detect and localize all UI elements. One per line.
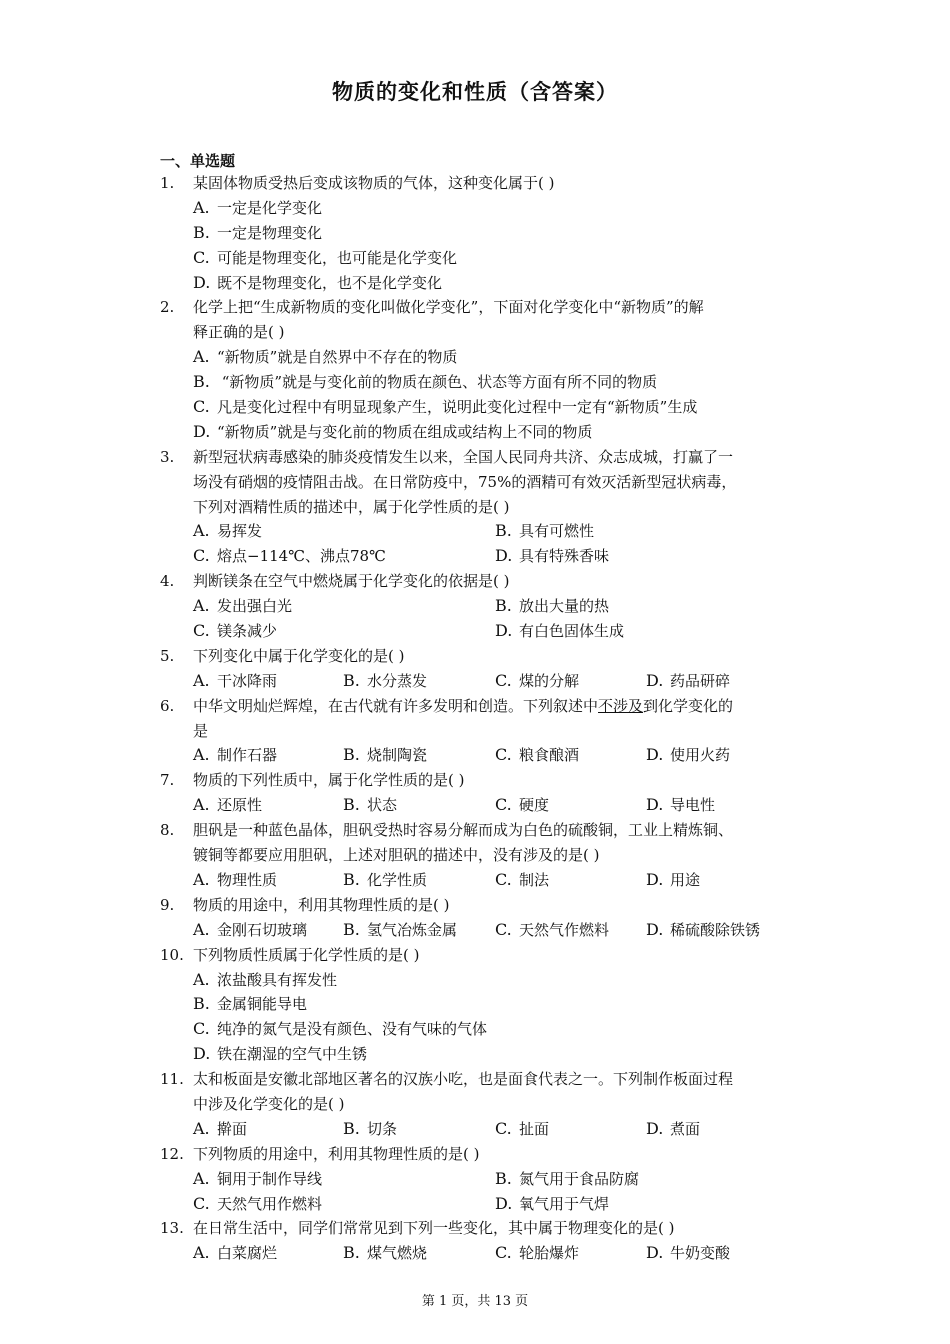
option-b xyxy=(343,868,427,893)
option-letter: D. xyxy=(646,795,664,815)
option-letter: A. xyxy=(193,869,210,889)
option-letter: C. xyxy=(495,1118,512,1138)
option-text: 天然气作燃料 xyxy=(519,920,610,939)
option-letter: A. xyxy=(193,919,210,939)
question-list xyxy=(0,171,950,1266)
option-text: 纯净的氮气是没有颜色、没有气味的气体 xyxy=(217,1020,488,1039)
option-letter: B. xyxy=(343,1243,360,1263)
option-letter: D. xyxy=(646,670,664,690)
question-text: 新型冠状病毒感染的肺炎疫情发生以来，全国人民同舟共济、众志成城，打赢了一 xyxy=(193,447,734,466)
option-text: 一定是物理变化 xyxy=(217,223,323,242)
question-number: 11. xyxy=(160,1070,184,1089)
option-letter: A. xyxy=(193,969,210,989)
question-text: 下列物质性质属于化学性质的是( ) xyxy=(193,945,420,964)
question-10 xyxy=(0,943,950,1067)
option-letter: B. xyxy=(495,596,512,616)
option-text: 天然气用作燃料 xyxy=(217,1194,323,1213)
option-text: 切条 xyxy=(367,1119,398,1138)
option-text: 具有可燃性 xyxy=(519,522,595,541)
option-text: 具有特殊香味 xyxy=(519,547,610,566)
question-7 xyxy=(0,768,950,818)
option-letter: A. xyxy=(193,745,210,765)
question-11 xyxy=(0,1067,950,1142)
option-text: 可能是物理变化，也可能是化学变化 xyxy=(217,248,458,267)
option-a xyxy=(193,1167,322,1192)
option-c xyxy=(495,743,579,768)
section-heading: 一、单选题 xyxy=(160,152,236,170)
option-letter: C. xyxy=(193,1019,210,1039)
question-8 xyxy=(0,818,950,893)
question-text: 太和板面是安徽北部地区著名的汉族小吃，也是面食代表之一。下列制作板面过程 xyxy=(193,1070,734,1089)
question-text: 是 xyxy=(193,721,209,740)
option-text: “新物质”就是自然界中不存在的物质 xyxy=(217,348,458,367)
question-number: 1. xyxy=(160,174,175,192)
option-b xyxy=(343,669,427,694)
option-text: 导电性 xyxy=(670,796,716,815)
option-text: 扯面 xyxy=(519,1119,550,1138)
option-d xyxy=(646,918,760,943)
option-text: 烧制陶瓷 xyxy=(367,746,428,765)
option-b xyxy=(343,918,457,943)
option-d xyxy=(495,619,624,644)
option-c xyxy=(495,793,549,818)
option-letter: A. xyxy=(193,1118,210,1138)
question-text: 下列物质的用途中，利用其物理性质的是( ) xyxy=(193,1144,480,1163)
option-a xyxy=(193,968,337,993)
option-letter: C. xyxy=(193,1193,210,1213)
option-a xyxy=(193,1117,247,1142)
option-c xyxy=(193,246,457,271)
option-letter: B. xyxy=(343,919,360,939)
option-text: 铜用于制作导线 xyxy=(217,1169,323,1188)
question-text: 在日常生活中，同学们常常见到下列一些变化，其中属于物理变化的是( ) xyxy=(193,1219,675,1238)
option-c xyxy=(495,918,609,943)
question-number: 7. xyxy=(160,771,175,790)
option-letter: D. xyxy=(495,546,513,566)
question-1 xyxy=(0,171,950,295)
option-a xyxy=(193,594,292,619)
option-text: 铁在潮湿的空气中生锈 xyxy=(217,1045,368,1064)
option-text: 浓盐酸具有挥发性 xyxy=(217,970,338,989)
question-5 xyxy=(0,644,950,694)
option-text: 煮面 xyxy=(670,1119,701,1138)
option-letter: A. xyxy=(193,670,210,690)
option-text: 轮胎爆炸 xyxy=(519,1244,580,1263)
option-letter: C. xyxy=(495,670,512,690)
option-b xyxy=(343,1241,427,1266)
option-text: 干冰降雨 xyxy=(217,671,278,690)
option-c xyxy=(193,395,697,420)
option-d xyxy=(495,544,609,569)
option-letter: D. xyxy=(646,1243,664,1263)
option-letter: D. xyxy=(193,1044,211,1064)
question-4 xyxy=(0,569,950,644)
question-number: 9. xyxy=(160,895,175,914)
question-text: 镀铜等都要应用胆矾，上述对胆矾的描述中，没有涉及的是( ) xyxy=(193,846,600,865)
option-a xyxy=(193,669,277,694)
option-letter: B. xyxy=(343,795,360,815)
option-letter: C. xyxy=(193,247,210,267)
option-d xyxy=(193,271,442,296)
question-12 xyxy=(0,1142,950,1217)
option-d xyxy=(646,743,730,768)
option-letter: B. xyxy=(193,372,210,392)
option-text: 镁条减少 xyxy=(217,622,278,641)
option-text: 化学性质 xyxy=(367,870,428,889)
option-a xyxy=(193,918,307,943)
option-b xyxy=(495,1167,639,1192)
option-d xyxy=(646,793,715,818)
document-title: 物质的变化和性质（含答案） xyxy=(332,80,618,104)
underlined-text: 不涉及 xyxy=(598,696,644,715)
option-a xyxy=(193,1241,277,1266)
option-letter: D. xyxy=(646,869,664,889)
option-text: 药品研碎 xyxy=(670,671,731,690)
option-text: 状态 xyxy=(367,796,398,815)
option-text: 擀面 xyxy=(217,1119,248,1138)
option-letter: C. xyxy=(495,1243,512,1263)
option-letter: B. xyxy=(343,745,360,765)
option-text: 有白色固体生成 xyxy=(519,622,625,641)
option-text: 制法 xyxy=(519,870,550,889)
option-b xyxy=(193,221,322,246)
option-c xyxy=(495,1117,549,1142)
option-b xyxy=(193,992,307,1017)
question-text: 化学上把“生成新物质的变化叫做化学变化”，下面对化学变化中“新物质”的解 xyxy=(193,298,704,317)
question-text: 中涉及化学变化的是( ) xyxy=(193,1094,345,1113)
option-text: 硬度 xyxy=(519,796,550,815)
option-text: 煤的分解 xyxy=(519,671,580,690)
option-a xyxy=(193,519,262,544)
question-13 xyxy=(0,1216,950,1266)
option-d xyxy=(193,1042,367,1067)
question-text: 物质的用途中，利用其物理性质的是( ) xyxy=(193,895,450,914)
option-b xyxy=(343,793,397,818)
question-9 xyxy=(0,893,950,943)
page-footer: 第 1 页，共 13 页 xyxy=(421,1294,529,1309)
question-3 xyxy=(0,445,950,569)
option-b xyxy=(495,519,594,544)
question-2 xyxy=(0,295,950,444)
option-a xyxy=(193,868,277,893)
option-text: 粮食酿酒 xyxy=(519,746,580,765)
option-text: 氮气用于食品防腐 xyxy=(519,1169,640,1188)
question-number: 6. xyxy=(160,696,175,715)
option-text: 用途 xyxy=(670,870,701,889)
option-c xyxy=(495,669,579,694)
option-text: 还原性 xyxy=(217,796,263,815)
option-text: 金刚石切玻璃 xyxy=(217,920,308,939)
question-text: 中华文明灿烂辉煌，在古代就有许多发明和创造。下列叙述中不涉及到化学变化的 xyxy=(193,696,734,715)
option-d xyxy=(646,669,730,694)
option-text: 凡是变化过程中有明显现象产生，说明此变化过程中一定有“新物质”生成 xyxy=(217,398,698,417)
option-letter: A. xyxy=(193,347,210,367)
option-text: “新物质”就是与变化前的物质在组成或结构上不同的物质 xyxy=(217,422,593,441)
option-text: 使用火药 xyxy=(670,746,731,765)
question-text: 胆矾是一种蓝色晶体，胆矾受热时容易分解而成为白色的硫酸铜，工业上精炼铜、 xyxy=(193,821,734,840)
option-a xyxy=(193,345,457,370)
option-c xyxy=(495,1241,579,1266)
option-d xyxy=(495,1192,609,1217)
option-a xyxy=(193,743,277,768)
option-text: 水分蒸发 xyxy=(367,671,428,690)
option-d xyxy=(646,868,700,893)
option-b xyxy=(495,594,609,619)
option-d xyxy=(193,420,592,445)
option-letter: A. xyxy=(193,795,210,815)
option-letter: A. xyxy=(193,197,210,217)
option-letter: C. xyxy=(193,397,210,417)
option-letter: D. xyxy=(646,745,664,765)
option-letter: C. xyxy=(495,795,512,815)
option-letter: A. xyxy=(193,1168,210,1188)
question-text: 某固体物质受热后变成该物质的气体，这种变化属于( ) xyxy=(193,174,555,192)
option-letter: A. xyxy=(193,521,210,541)
option-b xyxy=(193,370,657,395)
option-text: 制作石器 xyxy=(217,746,278,765)
option-letter: D. xyxy=(193,272,211,292)
option-letter: B. xyxy=(343,670,360,690)
option-letter: D. xyxy=(495,621,513,641)
option-text: 物理性质 xyxy=(217,870,278,889)
option-text: 一定是化学变化 xyxy=(217,198,323,217)
option-c xyxy=(193,1017,487,1042)
option-letter: B. xyxy=(193,994,210,1014)
question-number: 4. xyxy=(160,572,175,591)
question-text: 场没有硝烟的疫情阻击战。在日常防疫中，75%的酒精可有效灭活新型冠状病毒， xyxy=(193,472,737,491)
option-text: “新物质”就是与变化前的物质在颜色、状态等方面有所不同的物质 xyxy=(217,373,658,392)
option-text: 金属铜能导电 xyxy=(217,995,308,1014)
option-d xyxy=(646,1241,730,1266)
option-letter: B. xyxy=(193,222,210,242)
option-text: 发出强白光 xyxy=(217,597,293,616)
question-text: 释正确的是( ) xyxy=(193,323,285,342)
option-c xyxy=(193,1192,322,1217)
question-number: 10. xyxy=(160,945,184,964)
question-6 xyxy=(0,694,950,769)
option-text: 既不是物理变化，也不是化学变化 xyxy=(217,273,443,292)
option-letter: D. xyxy=(495,1193,513,1213)
option-text: 易挥发 xyxy=(217,522,263,541)
option-text: 熔点−114℃、沸点78℃ xyxy=(217,547,386,566)
option-letter: B. xyxy=(343,869,360,889)
option-text: 放出大量的热 xyxy=(519,597,610,616)
option-letter: D. xyxy=(646,919,664,939)
option-c xyxy=(495,868,549,893)
option-letter: C. xyxy=(193,621,210,641)
option-letter: C. xyxy=(495,745,512,765)
option-text: 牛奶变酸 xyxy=(670,1244,731,1263)
option-letter: C. xyxy=(495,869,512,889)
option-letter: C. xyxy=(193,546,210,566)
option-letter: B. xyxy=(495,521,512,541)
option-letter: A. xyxy=(193,596,210,616)
question-number: 12. xyxy=(160,1144,184,1163)
option-letter: A. xyxy=(193,1243,210,1263)
option-letter: D. xyxy=(646,1118,664,1138)
question-text: 下列变化中属于化学变化的是( ) xyxy=(193,646,405,665)
option-b xyxy=(343,743,427,768)
option-d xyxy=(646,1117,700,1142)
question-text: 下列对酒精性质的描述中，属于化学性质的是( ) xyxy=(193,497,510,516)
option-letter: D. xyxy=(193,421,211,441)
option-letter: B. xyxy=(495,1168,512,1188)
question-number: 5. xyxy=(160,646,175,665)
option-c xyxy=(193,619,277,644)
option-text: 煤气燃烧 xyxy=(367,1244,428,1263)
option-a xyxy=(193,793,262,818)
option-text: 氢气冶炼金属 xyxy=(367,920,458,939)
option-text: 白菜腐烂 xyxy=(217,1244,278,1263)
option-a xyxy=(193,196,322,221)
option-b xyxy=(343,1117,397,1142)
question-number: 2. xyxy=(160,298,175,317)
option-text: 氧气用于气焊 xyxy=(519,1194,610,1213)
option-text: 稀硫酸除铁锈 xyxy=(670,920,761,939)
option-letter: C. xyxy=(495,919,512,939)
option-c xyxy=(193,544,386,569)
question-text: 判断镁条在空气中燃烧属于化学变化的依据是( ) xyxy=(193,572,510,591)
question-number: 8. xyxy=(160,821,175,840)
question-number: 3. xyxy=(160,447,175,466)
question-text: 物质的下列性质中，属于化学性质的是( ) xyxy=(193,771,465,790)
option-letter: B. xyxy=(343,1118,360,1138)
question-number: 13. xyxy=(160,1219,184,1238)
